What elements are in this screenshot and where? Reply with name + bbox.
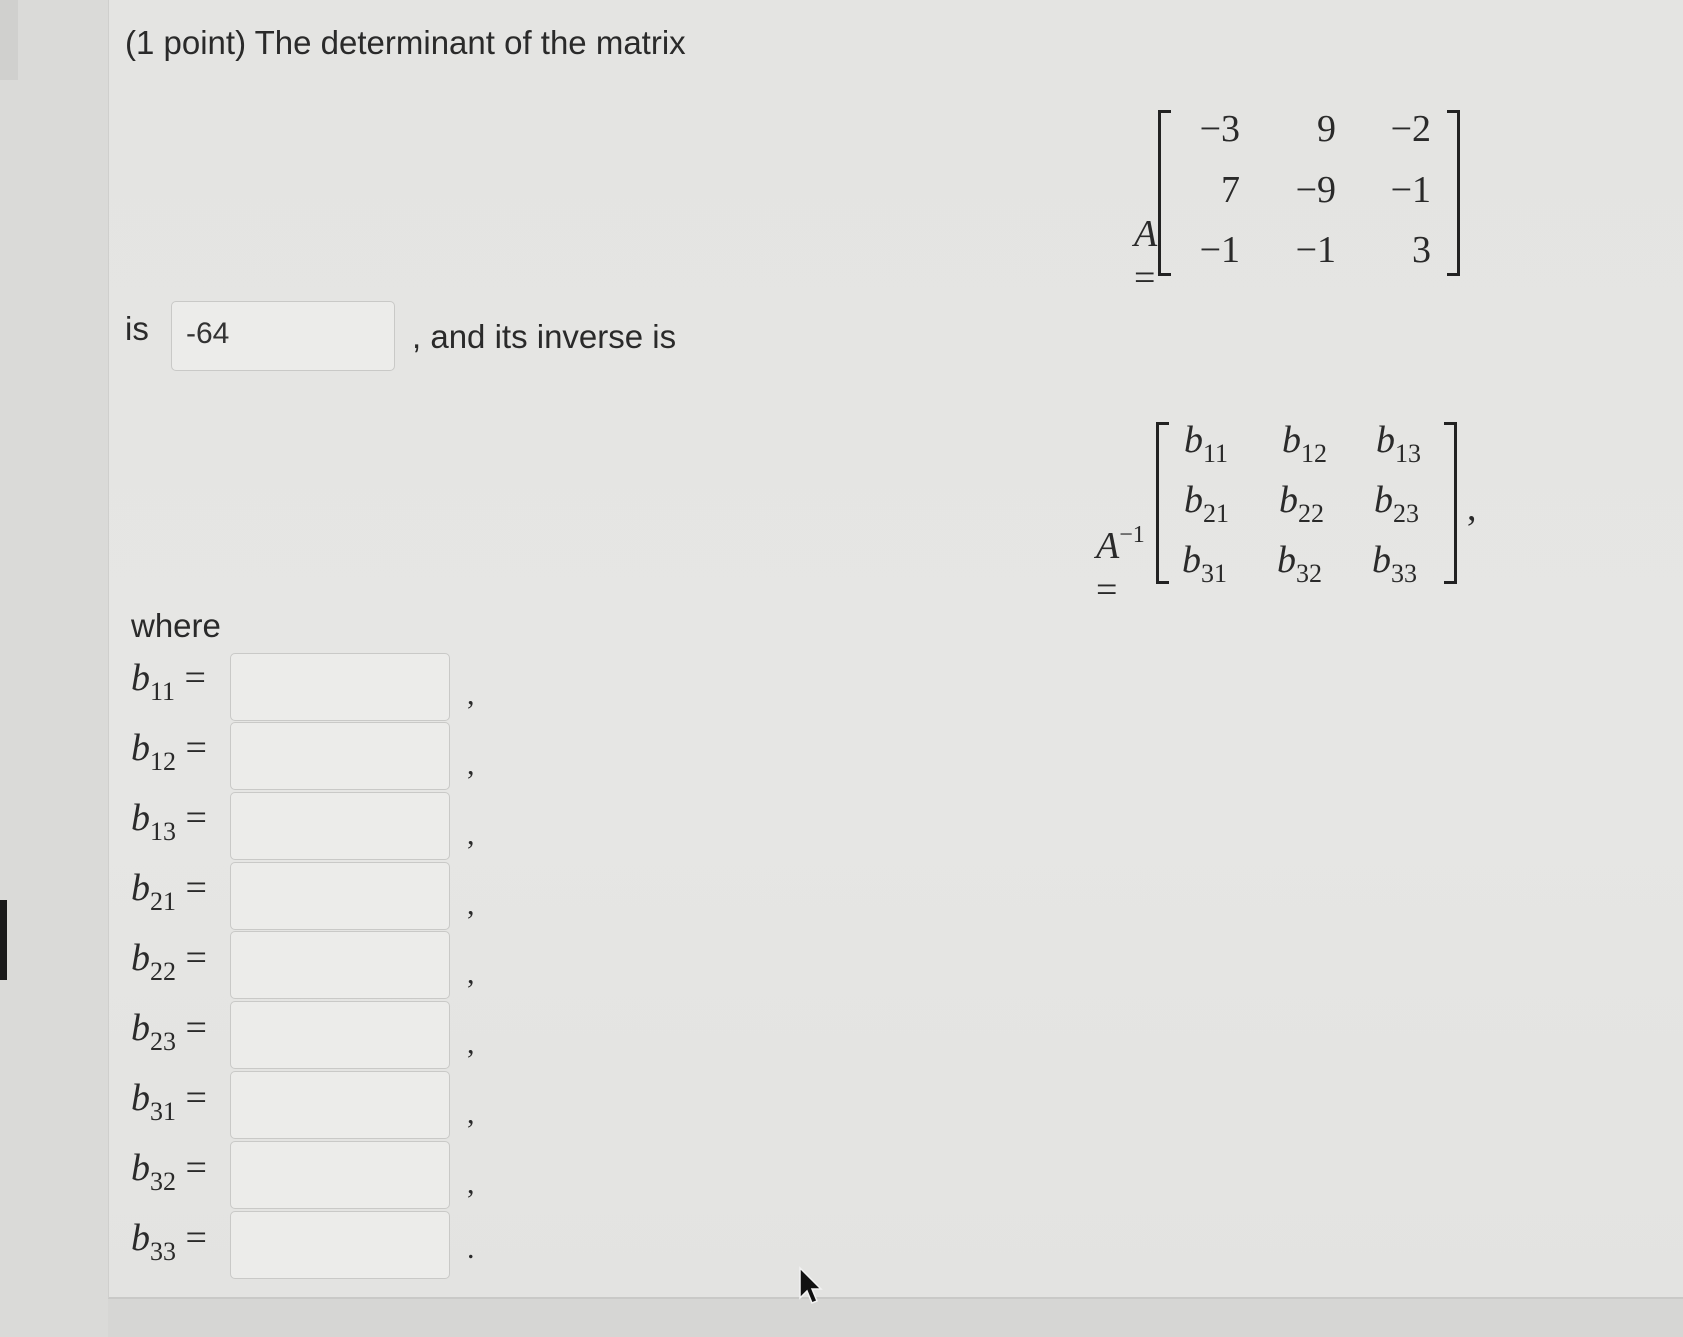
answer-label: [131, 1006, 207, 1056]
answer-sub: 21: [150, 887, 176, 916]
cell-sub: 12: [1301, 439, 1327, 468]
answer-label: [131, 1216, 207, 1266]
matrix-a-cell: −1: [1295, 229, 1336, 271]
answer-punct: ,: [467, 1097, 475, 1130]
matrix-inverse-cell: [1182, 538, 1227, 588]
cell-sub: 21: [1203, 499, 1229, 528]
cell-var: b: [1184, 419, 1203, 461]
cell-var: b: [1279, 479, 1298, 521]
cell-var: b: [1182, 539, 1201, 581]
cell-sub: 23: [1393, 499, 1419, 528]
matrix-a-cell: −2: [1390, 108, 1431, 150]
answer-label: [131, 1076, 207, 1126]
answer-var: b: [131, 1077, 150, 1119]
matrix-inverse-left-bracket: [1156, 422, 1169, 584]
answer-equals: =: [185, 1147, 207, 1189]
answer-equals: =: [185, 797, 207, 839]
answer-equals: =: [185, 1007, 207, 1049]
answer-label: [131, 936, 207, 986]
matrix-inverse-cell: [1376, 418, 1421, 468]
mouse-pointer-icon: [798, 1266, 824, 1306]
determinant-input[interactable]: -64: [171, 301, 395, 371]
left-edge-mark: [0, 900, 7, 980]
cell-sub: 31: [1201, 559, 1227, 588]
matrix-inverse-equals: =: [1096, 569, 1118, 611]
matrix-a-cell: 9: [1317, 108, 1336, 150]
matrix-inverse-cell: [1184, 418, 1229, 468]
b23-input[interactable]: [230, 1001, 450, 1069]
matrix-inverse-trailing-comma: ,: [1467, 487, 1477, 529]
matrix-a-equals: =: [1134, 257, 1156, 299]
is-label: is: [125, 310, 149, 347]
matrix-a-label: [1077, 168, 1157, 344]
b33-input[interactable]: [230, 1211, 450, 1279]
answer-sub: 33: [150, 1237, 176, 1266]
answer-punct: ,: [467, 888, 475, 921]
answer-punct: ,: [467, 957, 475, 990]
matrix-a-name: A: [1134, 213, 1158, 255]
matrix-a-right-bracket: [1447, 110, 1460, 276]
answer-var: b: [131, 937, 150, 979]
cell-sub: 22: [1298, 499, 1324, 528]
answer-var: b: [131, 1007, 150, 1049]
cell-var: b: [1184, 479, 1203, 521]
answer-equals: =: [185, 867, 207, 909]
answer-sub: 32: [150, 1167, 176, 1196]
answer-label: [131, 796, 207, 846]
cell-sub: 13: [1395, 439, 1421, 468]
b11-input[interactable]: [230, 653, 450, 721]
answer-sub: 12: [150, 747, 176, 776]
answer-var: b: [131, 727, 150, 769]
answer-var: b: [131, 1147, 150, 1189]
b32-input[interactable]: [230, 1141, 450, 1209]
matrix-inverse-cell: [1184, 478, 1229, 528]
cell-var: b: [1277, 539, 1296, 581]
matrix-inverse-cell: [1282, 418, 1327, 468]
cell-var: b: [1372, 539, 1391, 581]
cell-var: b: [1282, 419, 1301, 461]
answer-equals: =: [185, 1217, 207, 1259]
matrix-inverse-name: A: [1096, 525, 1120, 567]
answer-sub: 11: [150, 677, 176, 706]
answer-label: [131, 726, 207, 776]
problem-intro: (1 point) The determinant of the matrix: [125, 24, 686, 61]
answer-sub: 31: [150, 1097, 176, 1126]
matrix-a-cell: −1: [1199, 229, 1240, 271]
answer-equals: =: [185, 1077, 207, 1119]
left-edge: [0, 0, 18, 80]
b13-input[interactable]: [230, 792, 450, 860]
answer-var: b: [131, 1217, 150, 1259]
answer-punct: ,: [467, 1167, 475, 1200]
answer-var: b: [131, 867, 150, 909]
matrix-inverse-right-bracket: [1444, 422, 1457, 584]
answer-punct: ,: [467, 748, 475, 781]
matrix-inverse-label: [1039, 480, 1145, 656]
b21-input[interactable]: [230, 862, 450, 930]
answer-var: b: [131, 797, 150, 839]
cell-var: b: [1376, 419, 1395, 461]
cell-sub: 32: [1296, 559, 1322, 588]
matrix-inverse-cell: [1374, 478, 1419, 528]
answer-punct: .: [467, 1232, 475, 1265]
answer-var: b: [131, 657, 150, 699]
matrix-inverse-exponent: −1: [1119, 522, 1145, 548]
answer-punct: ,: [467, 818, 475, 851]
answer-punct: ,: [467, 678, 475, 711]
inverse-text: , and its inverse is: [412, 318, 677, 355]
answer-label: [131, 656, 206, 706]
answer-label: [131, 866, 207, 916]
matrix-a-cell: −3: [1199, 108, 1240, 150]
answer-equals: =: [184, 657, 206, 699]
answer-equals: =: [185, 727, 207, 769]
b12-input[interactable]: [230, 722, 450, 790]
b22-input[interactable]: [230, 931, 450, 999]
problem-panel: [108, 0, 1683, 1299]
cell-var: b: [1374, 479, 1393, 521]
answer-label: [131, 1146, 207, 1196]
matrix-inverse-cell: [1277, 538, 1322, 588]
cell-sub: 11: [1203, 439, 1229, 468]
b31-input[interactable]: [230, 1071, 450, 1139]
where-label: where: [131, 607, 221, 644]
matrix-inverse-cell: [1279, 478, 1324, 528]
answer-sub: 23: [150, 1027, 176, 1056]
left-background: [0, 0, 108, 1337]
answer-equals: =: [185, 937, 207, 979]
matrix-a-cell: −1: [1390, 169, 1431, 211]
matrix-a-cell: 7: [1221, 169, 1240, 211]
cell-sub: 33: [1391, 559, 1417, 588]
answer-punct: ,: [467, 1027, 475, 1060]
matrix-a-cell: −9: [1295, 169, 1336, 211]
matrix-a-cell: 3: [1412, 229, 1431, 271]
matrix-inverse-cell: [1372, 538, 1417, 588]
answer-sub: 22: [150, 957, 176, 986]
answer-sub: 13: [150, 817, 176, 846]
